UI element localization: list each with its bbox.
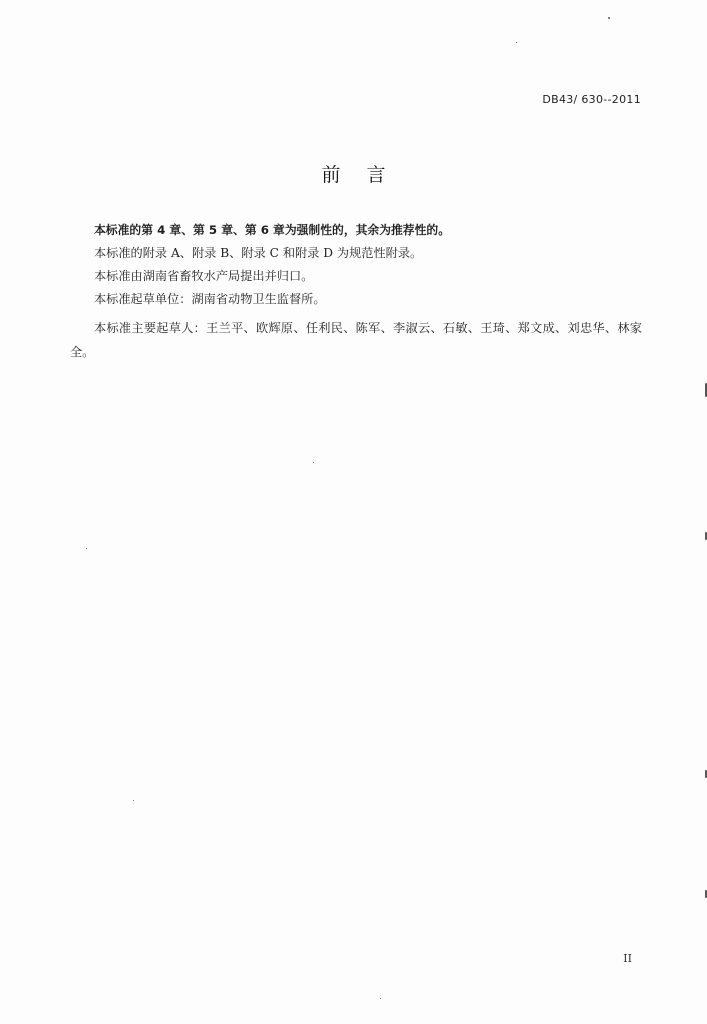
scan-speck — [516, 42, 517, 43]
scan-speck — [133, 800, 134, 801]
scan-speck — [608, 17, 610, 19]
standard-code: DB43/ 630--2011 — [542, 93, 641, 106]
paragraph-drafting-organization: 本标准起草单位：湖南省动物卫生监督所。 — [94, 292, 326, 306]
scan-speck — [380, 998, 381, 999]
paragraph-proposing-authority: 本标准由湖南省畜牧水产局提出并归口。 — [94, 269, 314, 283]
page-number: II — [623, 952, 632, 965]
paragraph-drafters: 本标准主要起草人：王兰平、欧辉原、任利民、陈军、李淑云、石敏、王琦、郑文成、刘忠华、林家全。 — [70, 321, 642, 359]
scan-speck — [313, 462, 314, 463]
paragraph-normative-appendices: 本标准的附录 A、附录 B、附录 C 和附录 D 为规范性附录。 — [94, 246, 423, 260]
scan-speck — [86, 548, 87, 549]
foreword-title: 前言 — [321, 164, 412, 186]
paragraph-mandatory-chapters: 本标准的第 4 章、第 5 章、第 6 章为强制性的，其余为推荐性的。 — [94, 223, 450, 237]
